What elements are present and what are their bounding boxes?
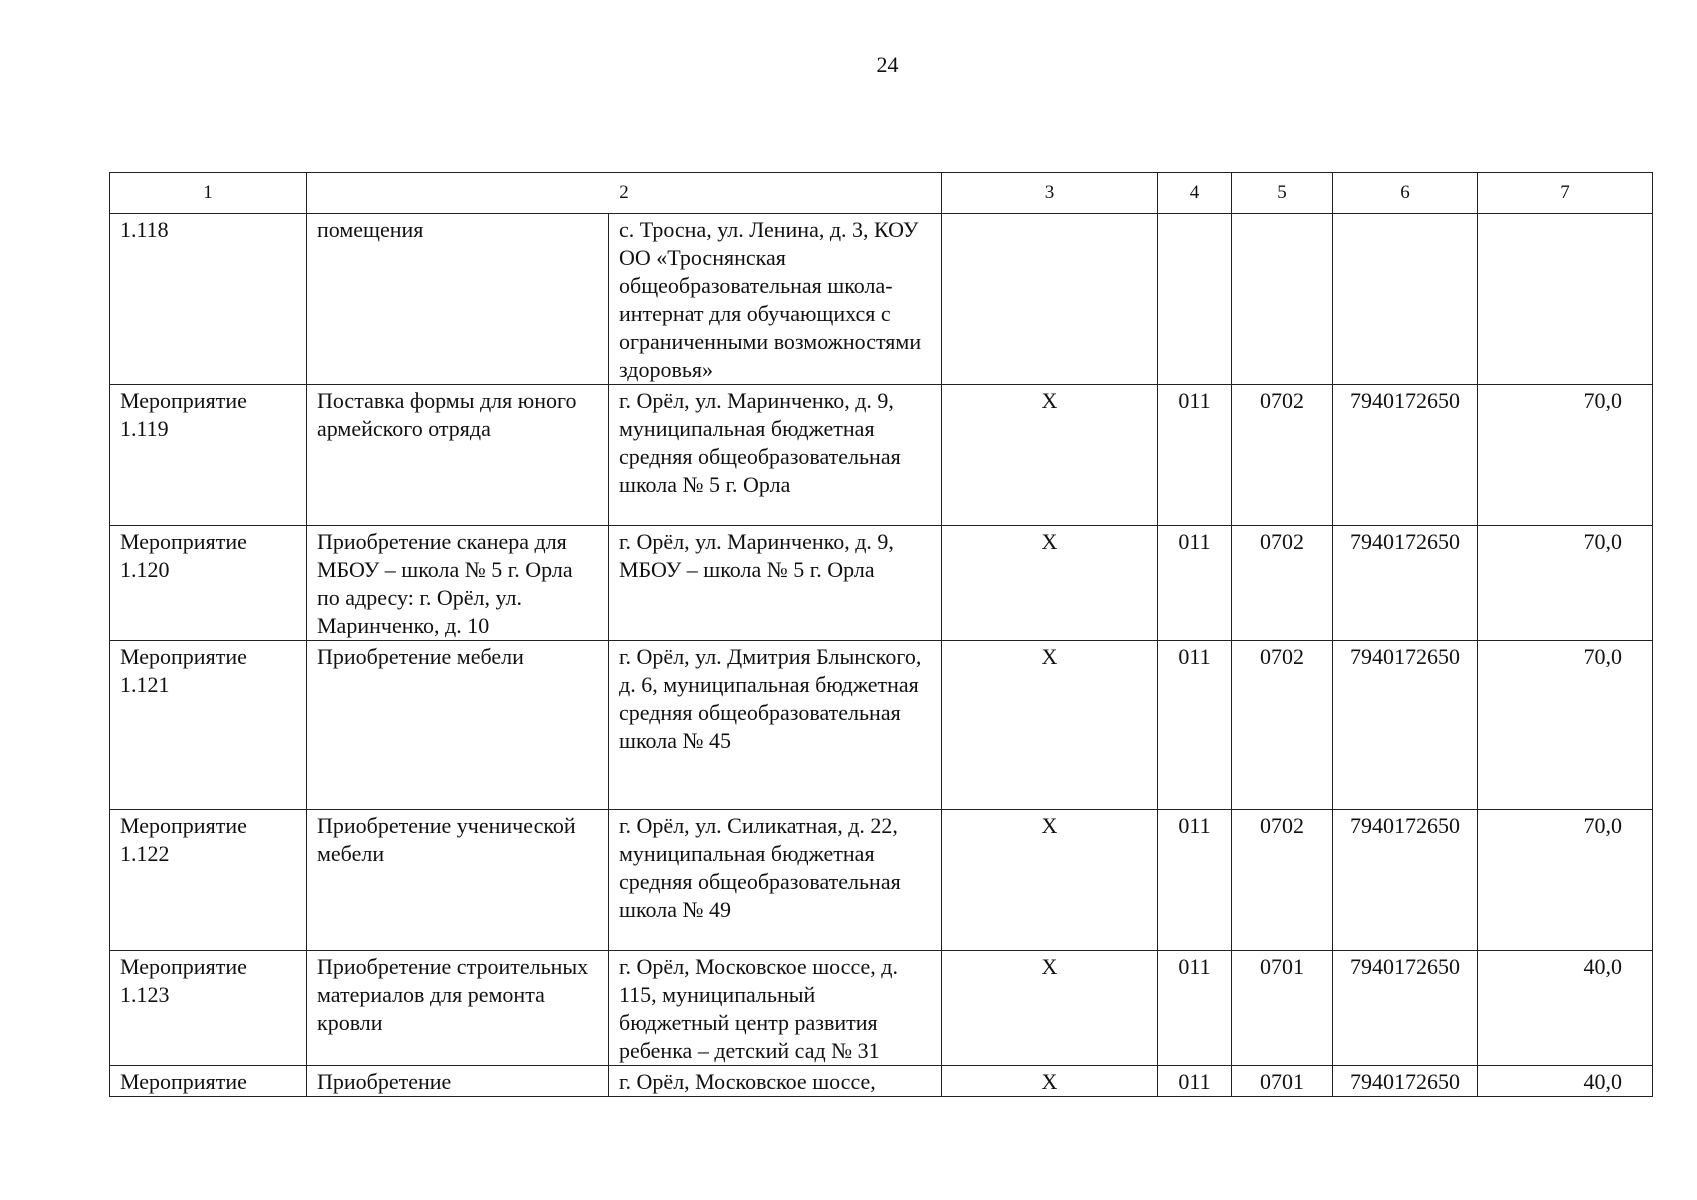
event-address: г. Орёл, ул. Дмитрия Блынского, д. 6, муниципальная бюджетная средняя общеобразовательная школа № 45	[609, 641, 942, 810]
event-address: г. Орёл, ул. Маринченко, д. 9, муниципальная бюджетная средняя общеобразовательная школа № 5 г. Орла	[609, 385, 942, 526]
event-name: Приобретение	[307, 1066, 609, 1097]
col6-value: 7940172650	[1333, 951, 1478, 1066]
col4-value: 011	[1158, 810, 1232, 951]
col6-value: 7940172650	[1333, 641, 1478, 810]
col6-value: 7940172650	[1333, 385, 1478, 526]
event-id: Мероприятие 1.123	[110, 951, 307, 1066]
col4-value: 011	[1158, 1066, 1232, 1097]
col3-value	[942, 214, 1158, 385]
event-name: помещения	[307, 214, 609, 385]
header-cell-7: 7	[1478, 173, 1653, 214]
event-address: г. Орёл, Московское шоссе, д. 115, муниципальный бюджетный центр развития ребенка – детский сад № 31	[609, 951, 942, 1066]
col6-value: 7940172650	[1333, 1066, 1478, 1097]
event-name: Приобретение сканера для МБОУ – школа № 5 г. Орла по адресу: г. Орёл, ул. Маринченко, д. 10	[307, 526, 609, 641]
event-address: г. Орёл, Московское шоссе,	[609, 1066, 942, 1097]
col7-value	[1478, 214, 1653, 385]
col7-value: 70,0	[1478, 526, 1653, 641]
event-id: Мероприятие 1.120	[110, 526, 307, 641]
header-cell-2: 2	[307, 173, 942, 214]
event-id: Мероприятие 1.119	[110, 385, 307, 526]
col4-value: 011	[1158, 385, 1232, 526]
table-row	[110, 641, 1653, 810]
col7-value: 70,0	[1478, 385, 1653, 526]
table-row	[110, 214, 1653, 385]
event-id: Мероприятие	[110, 1066, 307, 1097]
col5-value: 0701	[1232, 951, 1333, 1066]
event-address: г. Орёл, ул. Маринченко, д. 9, МБОУ – школа № 5 г. Орла	[609, 526, 942, 641]
col5-value: 0702	[1232, 641, 1333, 810]
header-cell-1: 1	[110, 173, 307, 214]
col5-value: 0702	[1232, 526, 1333, 641]
header-cell-4: 4	[1158, 173, 1232, 214]
page-number: 24	[876, 52, 899, 77]
event-name: Приобретение ученической мебели	[307, 810, 609, 951]
event-id: Мероприятие 1.122	[110, 810, 307, 951]
col6-value: 7940172650	[1333, 810, 1478, 951]
table-row	[110, 951, 1653, 1066]
table-row	[110, 526, 1653, 641]
event-address: с. Тросна, ул. Ленина, д. 3, КОУ ОО «Троснянская общеобразовательная школа-интернат для обучающихся с ограниченными возможностями здоровья»	[609, 214, 942, 385]
col4-value	[1158, 214, 1232, 385]
col5-value	[1232, 214, 1333, 385]
col5-value: 0702	[1232, 810, 1333, 951]
event-name: Приобретение мебели	[307, 641, 609, 810]
col4-value: 011	[1158, 951, 1232, 1066]
header-cell-5: 5	[1232, 173, 1333, 214]
table-row	[110, 385, 1653, 526]
col4-value: 011	[1158, 526, 1232, 641]
col3-value: Х	[942, 526, 1158, 641]
event-name: Приобретение строительных материалов для ремонта кровли	[307, 951, 609, 1066]
col7-value: 40,0	[1478, 951, 1653, 1066]
col7-value: 40,0	[1478, 1066, 1653, 1097]
col7-value: 70,0	[1478, 641, 1653, 810]
budget-table	[109, 172, 1653, 1097]
event-id: 1.118	[110, 214, 307, 385]
col3-value: Х	[942, 641, 1158, 810]
col3-value: Х	[942, 810, 1158, 951]
col3-value: Х	[942, 1066, 1158, 1097]
event-address: г. Орёл, ул. Силикатная, д. 22, муниципальная бюджетная средняя общеобразовательная школа № 49	[609, 810, 942, 951]
event-id: Мероприятие 1.121	[110, 641, 307, 810]
table-row	[110, 1066, 1653, 1097]
col5-value: 0701	[1232, 1066, 1333, 1097]
col5-value: 0702	[1232, 385, 1333, 526]
col6-value: 7940172650	[1333, 526, 1478, 641]
col3-value: Х	[942, 951, 1158, 1066]
header-cell-6: 6	[1333, 173, 1478, 214]
col3-value: Х	[942, 385, 1158, 526]
event-name: Поставка формы для юного армейского отряда	[307, 385, 609, 526]
col4-value: 011	[1158, 641, 1232, 810]
table-row	[110, 810, 1653, 951]
col6-value	[1333, 214, 1478, 385]
header-row	[110, 173, 1653, 214]
header-cell-3: 3	[942, 173, 1158, 214]
col7-value: 70,0	[1478, 810, 1653, 951]
